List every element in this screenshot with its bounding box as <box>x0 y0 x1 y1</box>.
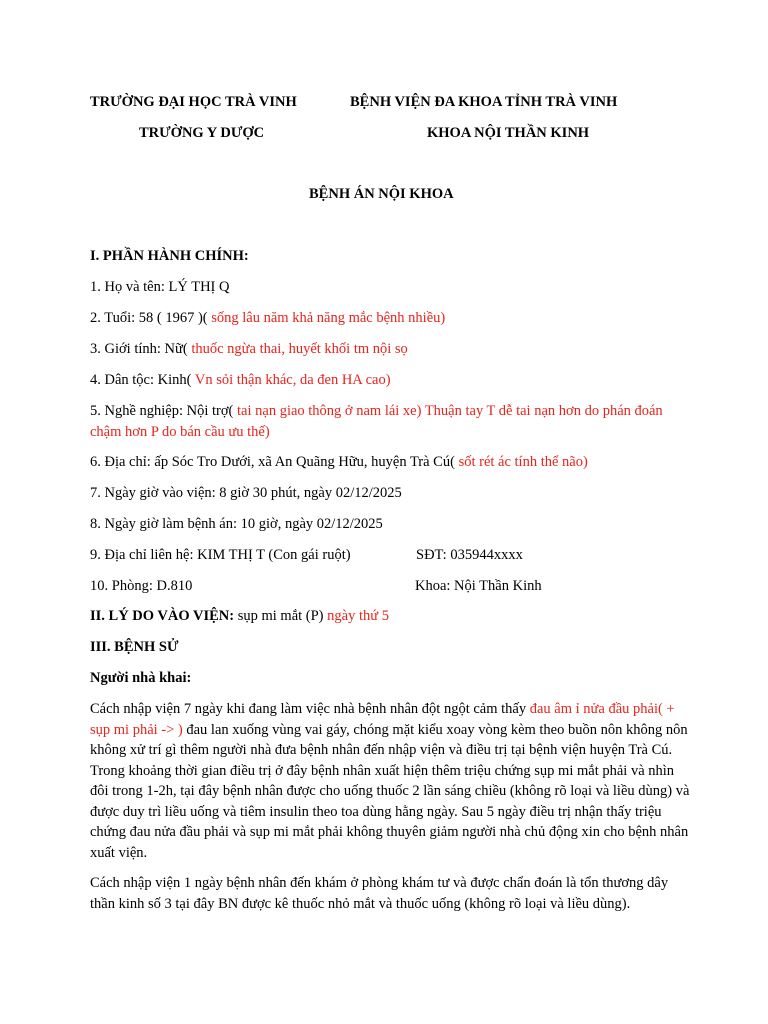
admission-reason-note: ngày thứ 5 <box>323 608 389 624</box>
history-paragraph-2: Cách nhập viện 1 ngày bệnh nhân đến khám ở phòng khám tư và được chẩn đoán là tổn thương dây thần kinh số 3 tại đây BN được kê thuốc nhỏ mắt và thuốc uống (không rõ loại và liều dùng). <box>90 875 669 912</box>
field-contact: 9. Địa chỉ liên hệ: KIM THỊ T (Con gái ruột) <box>90 547 351 563</box>
header-department: KHOA NỘI THẦN KINH <box>427 125 590 141</box>
field-address-text: 6. Địa chỉ: ấp Sóc Tro Dưới, xã An Quãng Hữu, huyện Trà Cú( <box>90 454 455 470</box>
field-ethnicity-text: 4. Dân tộc: Kinh( <box>90 372 192 388</box>
section1-heading: I. PHẦN HÀNH CHÍNH: <box>90 248 249 264</box>
field-room: 10. Phòng: D.810 <box>90 578 193 594</box>
field-ethnicity-note: Vn sỏi thận khác, da đen HA cao) <box>191 372 391 388</box>
history-paragraph-1 <box>90 699 690 863</box>
field-record-time: 8. Ngày giờ làm bệnh án: 10 giờ, ngày 02/12/2025 <box>90 516 383 532</box>
history-p1-rest: đau lan xuống vùng vai gáy, chóng mặt kiểu xoay vòng kèm theo buồn nôn không nôn không xử trí gì thêm người nhà đưa bệnh nhân đến nhập viện và điều trị tại bệnh viện huyện Trà Cú. Trong khoảng thời gian điều trị ở đây bệnh nhân xuất hiện thêm triệu chứng sụp mi mắt phải và nhìn đôi trong 1-2h, tại đây bệnh nhân được cho uống thuốc 2 lần sáng chiều (không rõ loại và liều dùng) và được duy trì liều uống và tiêm insulin theo toa dùng hằng ngày. Sau 5 ngày điều trị nhận thấy triệu chứng đau nửa đầu phải và sụp mi mắt phải không thuyên giảm người nhà chủ động xin cho bệnh nhân xuất viện. <box>90 721 690 861</box>
section2-heading: II. LÝ DO VÀO VIỆN: <box>90 608 235 624</box>
field-gender <box>90 339 408 359</box>
document-title: BỆNH ÁN NỘI KHOA <box>309 186 454 202</box>
field-address <box>90 452 588 472</box>
header-university: TRƯỜNG ĐẠI HỌC TRÀ VINH <box>90 94 297 110</box>
field-name: 1. Họ và tên: LÝ THỊ Q <box>90 279 230 295</box>
field-department: Khoa: Nội Thần Kinh <box>415 578 542 594</box>
informant-label: Người nhà khai: <box>90 670 192 686</box>
field-phone: SĐT: 035944xxxx <box>416 547 523 563</box>
field-gender-note: thuốc ngừa thai, huyết khối tm nội sọ <box>187 341 408 357</box>
field-address-note: sốt rét ác tính thể não) <box>454 454 588 470</box>
field-ethnicity <box>90 370 391 390</box>
admission-reason: sụp mi mắt (P) <box>234 608 324 624</box>
field-occupation-note: tai nạn giao thông ở nam lái xe) Thuận tay T dễ tai nạn hơn do phán đoán chậm hơn P do bán cầu ưu thế) <box>90 403 663 440</box>
field-admission-time: 7. Ngày giờ vào viện: 8 giờ 30 phút, ngày 02/12/2025 <box>90 485 402 501</box>
field-age <box>90 308 445 328</box>
field-occupation-text: 5. Nghề nghiệp: Nội trợ( <box>90 403 234 419</box>
field-age-text: 2. Tuổi: 58 ( 1967 )( <box>90 310 208 326</box>
field-occupation <box>90 401 670 442</box>
field-age-note: sống lâu năm khả năng mắc bệnh nhiều) <box>207 310 446 326</box>
history-p1-start: Cách nhập viện 7 ngày khi đang làm việc nhà bệnh nhân đột ngột cảm thấy <box>90 701 530 717</box>
section2-line <box>90 606 389 626</box>
header-hospital: BỆNH VIỆN ĐA KHOA TỈNH TRÀ VINH <box>350 94 618 110</box>
header-school: TRƯỜNG Y DƯỢC <box>139 125 265 141</box>
history-p1-highlight: đau âm ỉ nửa đầu phải( + sụp mi phải -> ) <box>90 701 675 738</box>
section3-heading: III. BỆNH SỬ <box>90 639 179 655</box>
field-gender-text: 3. Giới tính: Nữ( <box>90 341 188 357</box>
